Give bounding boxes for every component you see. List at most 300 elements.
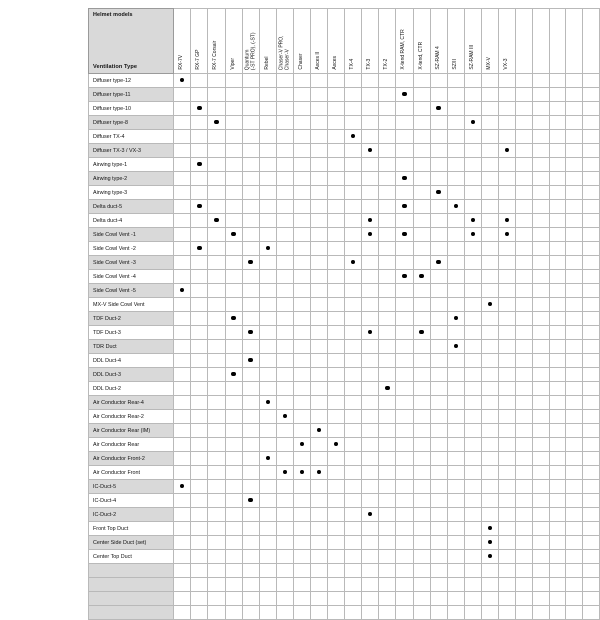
matrix-cell: [464, 382, 481, 396]
matrix-cell: [532, 368, 549, 382]
matrix-cell: [310, 74, 327, 88]
table-row: [89, 410, 600, 424]
row-header-label: Center Side Duct (set): [89, 536, 174, 550]
matrix-cell: [396, 354, 413, 368]
matrix-cell: [481, 116, 498, 130]
matrix-cell: [208, 368, 225, 382]
matrix-cell: [583, 438, 600, 452]
matrix-cell: [259, 480, 276, 494]
matrix-cell: [310, 536, 327, 550]
table-header: [89, 9, 600, 74]
compatibility-dot-icon: [471, 218, 475, 222]
matrix-cell: [276, 592, 293, 606]
matrix-cell: [413, 158, 430, 172]
matrix-cell: [499, 116, 516, 130]
matrix-cell: [345, 214, 362, 228]
matrix-cell: [583, 606, 600, 620]
matrix-cell: [208, 396, 225, 410]
matrix-cell: [259, 312, 276, 326]
matrix-cell: [345, 312, 362, 326]
column-header-label: RX-7V: [178, 55, 185, 70]
matrix-cell: [328, 312, 345, 326]
matrix-cell: [345, 550, 362, 564]
matrix-cell: [293, 536, 310, 550]
column-header-label: TX-4: [349, 59, 356, 70]
matrix-cell: [499, 494, 516, 508]
column-header-label: SZ/II: [451, 59, 458, 70]
matrix-cell: [447, 410, 464, 424]
matrix-cell: [208, 74, 225, 88]
matrix-cell: [430, 508, 447, 522]
matrix-cell: [191, 438, 208, 452]
matrix-cell: [566, 340, 583, 354]
matrix-cell: [293, 438, 310, 452]
matrix-cell: [464, 592, 481, 606]
matrix-cell: [532, 480, 549, 494]
matrix-cell: [293, 158, 310, 172]
matrix-cell: [328, 452, 345, 466]
matrix-cell: [499, 466, 516, 480]
matrix-cell: [362, 494, 379, 508]
matrix-cell: [464, 270, 481, 284]
matrix-cell: [174, 354, 191, 368]
compatibility-dot-icon: [248, 260, 252, 264]
table-row: [89, 592, 600, 606]
matrix-cell: [447, 424, 464, 438]
matrix-cell: [396, 438, 413, 452]
matrix-cell: [362, 410, 379, 424]
matrix-cell: [174, 284, 191, 298]
matrix-cell: [516, 578, 533, 592]
matrix-cell: [499, 242, 516, 256]
matrix-cell: [259, 354, 276, 368]
matrix-cell: [208, 536, 225, 550]
compatibility-matrix-sheet: [0, 8, 600, 608]
table-row: [89, 214, 600, 228]
matrix-cell: [499, 424, 516, 438]
row-header-label: TDF Duct-2: [89, 312, 174, 326]
matrix-cell: [293, 228, 310, 242]
matrix-cell: [242, 74, 259, 88]
matrix-cell: [481, 102, 498, 116]
matrix-cell: [293, 312, 310, 326]
matrix-cell: [430, 214, 447, 228]
matrix-cell: [413, 410, 430, 424]
matrix-cell: [447, 200, 464, 214]
matrix-cell: [516, 74, 533, 88]
matrix-cell: [225, 578, 242, 592]
matrix-cell: [191, 578, 208, 592]
matrix-cell: [396, 74, 413, 88]
matrix-cell: [532, 522, 549, 536]
compatibility-dot-icon: [197, 246, 201, 250]
matrix-cell: [516, 284, 533, 298]
compatibility-dot-icon: [197, 204, 201, 208]
matrix-cell: [276, 172, 293, 186]
matrix-cell: [379, 256, 396, 270]
matrix-cell: [379, 312, 396, 326]
table-row: [89, 116, 600, 130]
matrix-cell: [549, 158, 566, 172]
matrix-cell: [225, 550, 242, 564]
matrix-cell: [413, 466, 430, 480]
compatibility-dot-icon: [402, 204, 406, 208]
matrix-cell: [310, 550, 327, 564]
row-header-label: Diffuser type-8: [89, 116, 174, 130]
matrix-cell: [430, 242, 447, 256]
matrix-cell: [293, 592, 310, 606]
matrix-cell: [481, 494, 498, 508]
matrix-cell: [566, 564, 583, 578]
matrix-cell: [430, 172, 447, 186]
compatibility-dot-icon: [317, 470, 321, 474]
matrix-cell: [345, 508, 362, 522]
compatibility-dot-icon: [300, 470, 304, 474]
matrix-cell: [516, 298, 533, 312]
matrix-cell: [310, 200, 327, 214]
matrix-cell: [532, 130, 549, 144]
matrix-cell: [532, 592, 549, 606]
table-row: [89, 158, 600, 172]
matrix-cell: [481, 382, 498, 396]
matrix-cell: [566, 284, 583, 298]
matrix-cell: [310, 564, 327, 578]
matrix-cell: [174, 340, 191, 354]
table-row: [89, 186, 600, 200]
matrix-cell: [464, 522, 481, 536]
compatibility-dot-icon: [488, 526, 492, 530]
matrix-cell: [191, 368, 208, 382]
row-header-label: Center Top Duct: [89, 550, 174, 564]
matrix-cell: [328, 480, 345, 494]
matrix-cell: [583, 522, 600, 536]
matrix-cell: [481, 130, 498, 144]
matrix-cell: [566, 158, 583, 172]
matrix-cell: [516, 312, 533, 326]
matrix-cell: [293, 214, 310, 228]
matrix-cell: [293, 242, 310, 256]
matrix-cell: [362, 578, 379, 592]
compatibility-dot-icon: [402, 176, 406, 180]
matrix-cell: [532, 200, 549, 214]
matrix-cell: [583, 172, 600, 186]
matrix-cell: [362, 270, 379, 284]
matrix-cell: [583, 144, 600, 158]
matrix-cell: [362, 214, 379, 228]
matrix-cell: [379, 102, 396, 116]
matrix-cell: [379, 340, 396, 354]
matrix-cell: [447, 466, 464, 480]
matrix-cell: [276, 508, 293, 522]
matrix-cell: [481, 522, 498, 536]
matrix-cell: [413, 200, 430, 214]
matrix-cell: [310, 88, 327, 102]
matrix-cell: [566, 270, 583, 284]
matrix-cell: [242, 340, 259, 354]
matrix-cell: [413, 102, 430, 116]
matrix-cell: [208, 172, 225, 186]
matrix-cell: [225, 606, 242, 620]
matrix-cell: [293, 578, 310, 592]
matrix-cell: [549, 200, 566, 214]
matrix-cell: [191, 172, 208, 186]
compatibility-dot-icon: [505, 218, 509, 222]
matrix-cell: [499, 74, 516, 88]
matrix-cell: [208, 158, 225, 172]
matrix-cell: [328, 242, 345, 256]
matrix-cell: [310, 298, 327, 312]
matrix-cell: [379, 508, 396, 522]
matrix-cell: [328, 466, 345, 480]
compatibility-dot-icon: [488, 302, 492, 306]
matrix-cell: [532, 116, 549, 130]
matrix-cell: [208, 228, 225, 242]
table-row: [89, 606, 600, 620]
matrix-cell: [259, 88, 276, 102]
matrix-cell: [225, 256, 242, 270]
matrix-cell: [549, 592, 566, 606]
matrix-cell: [516, 102, 533, 116]
matrix-cell: [345, 564, 362, 578]
matrix-cell: [481, 242, 498, 256]
matrix-cell: [430, 578, 447, 592]
matrix-cell: [396, 340, 413, 354]
table-row: [89, 354, 600, 368]
matrix-cell: [532, 102, 549, 116]
matrix-cell: [345, 340, 362, 354]
matrix-cell: [549, 270, 566, 284]
table-row: [89, 172, 600, 186]
matrix-cell: [566, 550, 583, 564]
matrix-cell: [447, 382, 464, 396]
row-header-label: DDL Duct-3: [89, 368, 174, 382]
matrix-cell: [396, 130, 413, 144]
matrix-cell: [583, 424, 600, 438]
compatibility-dot-icon: [368, 330, 372, 334]
matrix-cell: [481, 88, 498, 102]
matrix-cell: [379, 284, 396, 298]
matrix-cell: [481, 606, 498, 620]
matrix-cell: [430, 312, 447, 326]
matrix-cell: [396, 494, 413, 508]
matrix-cell: [464, 480, 481, 494]
matrix-cell: [464, 438, 481, 452]
matrix-cell: [396, 522, 413, 536]
matrix-cell: [259, 74, 276, 88]
matrix-cell: [481, 396, 498, 410]
matrix-cell: [242, 606, 259, 620]
matrix-cell: [396, 242, 413, 256]
matrix-cell: [430, 396, 447, 410]
matrix-cell: [208, 116, 225, 130]
matrix-cell: [379, 382, 396, 396]
matrix-cell: [413, 74, 430, 88]
matrix-cell: [430, 158, 447, 172]
matrix-cell: [225, 354, 242, 368]
table-row: [89, 452, 600, 466]
matrix-cell: [566, 592, 583, 606]
matrix-cell: [566, 536, 583, 550]
column-header-label: VX-3: [503, 58, 510, 70]
table-row: [89, 382, 600, 396]
matrix-cell: [174, 396, 191, 410]
matrix-cell: [191, 214, 208, 228]
matrix-cell: [464, 508, 481, 522]
matrix-cell: [481, 438, 498, 452]
table-row: [89, 424, 600, 438]
matrix-cell: [532, 354, 549, 368]
matrix-cell: [464, 466, 481, 480]
matrix-cell: [362, 284, 379, 298]
matrix-cell: [396, 116, 413, 130]
matrix-cell: [532, 410, 549, 424]
matrix-cell: [345, 242, 362, 256]
matrix-cell: [413, 284, 430, 298]
matrix-cell: [430, 144, 447, 158]
matrix-cell: [549, 508, 566, 522]
matrix-cell: [583, 382, 600, 396]
matrix-cell: [481, 326, 498, 340]
matrix-cell: [293, 144, 310, 158]
matrix-cell: [191, 88, 208, 102]
matrix-cell: [464, 158, 481, 172]
matrix-cell: [566, 256, 583, 270]
matrix-cell: [379, 242, 396, 256]
compatibility-dot-icon: [385, 386, 389, 390]
row-header-label: Diffuser type-10: [89, 102, 174, 116]
matrix-cell: [362, 326, 379, 340]
matrix-cell: [549, 74, 566, 88]
matrix-cell: [310, 116, 327, 130]
matrix-cell: [345, 256, 362, 270]
matrix-cell: [362, 424, 379, 438]
matrix-cell: [276, 382, 293, 396]
matrix-cell: [276, 270, 293, 284]
column-header-sz-ii: [447, 9, 464, 74]
matrix-cell: [362, 312, 379, 326]
matrix-cell: [430, 326, 447, 340]
matrix-cell: [362, 200, 379, 214]
matrix-cell: [430, 200, 447, 214]
matrix-cell: [532, 312, 549, 326]
matrix-cell: [191, 382, 208, 396]
compatibility-dot-icon: [419, 330, 423, 334]
matrix-cell: [447, 354, 464, 368]
matrix-cell: [379, 480, 396, 494]
column-header-blank-24: [583, 9, 600, 74]
matrix-cell: [583, 102, 600, 116]
matrix-cell: [464, 214, 481, 228]
matrix-cell: [208, 494, 225, 508]
row-header-label: TDR Duct: [89, 340, 174, 354]
column-header-label: Axces: [332, 56, 339, 70]
matrix-cell: [208, 298, 225, 312]
matrix-cell: [481, 298, 498, 312]
matrix-cell: [396, 144, 413, 158]
matrix-cell: [481, 550, 498, 564]
matrix-cell: [276, 494, 293, 508]
matrix-cell: [345, 438, 362, 452]
row-header-label: IC-Duct-4: [89, 494, 174, 508]
helmet-models-label: Helmet models: [93, 12, 133, 18]
matrix-cell: [447, 578, 464, 592]
matrix-cell: [447, 326, 464, 340]
matrix-cell: [174, 242, 191, 256]
matrix-cell: [499, 550, 516, 564]
matrix-cell: [208, 242, 225, 256]
matrix-cell: [225, 438, 242, 452]
matrix-cell: [549, 382, 566, 396]
matrix-cell: [396, 424, 413, 438]
column-header-label: RX-7 Corsair: [212, 41, 219, 70]
matrix-cell: [362, 382, 379, 396]
column-header-label: Viper: [229, 58, 236, 70]
matrix-cell: [191, 186, 208, 200]
matrix-cell: [413, 116, 430, 130]
matrix-cell: [464, 494, 481, 508]
matrix-cell: [208, 522, 225, 536]
matrix-cell: [310, 144, 327, 158]
matrix-cell: [259, 382, 276, 396]
matrix-cell: [225, 74, 242, 88]
matrix-cell: [532, 564, 549, 578]
matrix-cell: [276, 522, 293, 536]
matrix-cell: [345, 382, 362, 396]
table-row: [89, 200, 600, 214]
matrix-cell: [430, 88, 447, 102]
matrix-cell: [208, 606, 225, 620]
matrix-cell: [499, 508, 516, 522]
matrix-cell: [413, 480, 430, 494]
matrix-cell: [225, 200, 242, 214]
matrix-cell: [310, 410, 327, 424]
matrix-cell: [362, 564, 379, 578]
matrix-cell: [532, 508, 549, 522]
matrix-cell: [191, 284, 208, 298]
matrix-cell: [396, 606, 413, 620]
matrix-cell: [191, 130, 208, 144]
matrix-cell: [259, 564, 276, 578]
matrix-cell: [362, 522, 379, 536]
matrix-cell: [276, 424, 293, 438]
matrix-cell: [259, 438, 276, 452]
matrix-cell: [396, 578, 413, 592]
matrix-cell: [225, 130, 242, 144]
matrix-cell: [208, 578, 225, 592]
matrix-cell: [413, 578, 430, 592]
matrix-cell: [293, 424, 310, 438]
matrix-cell: [174, 564, 191, 578]
matrix-cell: [566, 172, 583, 186]
row-header-label: [89, 564, 174, 578]
matrix-cell: [583, 396, 600, 410]
matrix-cell: [225, 536, 242, 550]
matrix-cell: [549, 494, 566, 508]
matrix-cell: [362, 186, 379, 200]
matrix-cell: [328, 494, 345, 508]
matrix-cell: [516, 550, 533, 564]
matrix-cell: [191, 494, 208, 508]
matrix-cell: [516, 326, 533, 340]
matrix-cell: [396, 536, 413, 550]
compatibility-dot-icon: [368, 218, 372, 222]
matrix-cell: [413, 186, 430, 200]
matrix-cell: [379, 144, 396, 158]
matrix-cell: [310, 214, 327, 228]
row-header-label: Side Cowl Vent -3: [89, 256, 174, 270]
matrix-cell: [310, 326, 327, 340]
matrix-cell: [362, 228, 379, 242]
